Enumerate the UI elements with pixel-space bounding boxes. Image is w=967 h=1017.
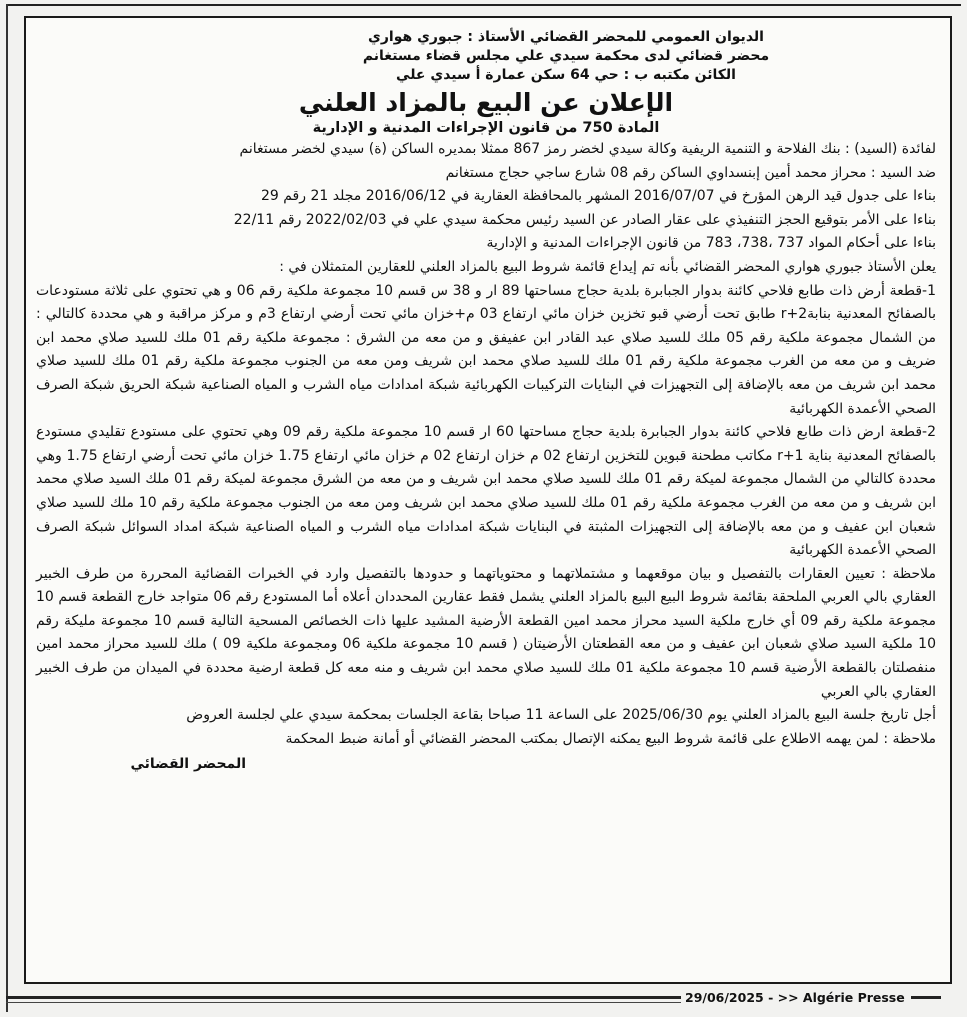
left-border-rule	[6, 4, 8, 1012]
footer-rule	[6, 996, 681, 999]
auction-date-paragraph: أجل تاريخ جلسة البيع بالمزاد العلني يوم 2025/06/30 على الساعة 11 صباحا بقاعة الجلسات بمحكمة سيدي علي لجلسة العروض	[186, 707, 936, 724]
notice-title: الإعلان عن البيع بالمزاد العلني	[298, 88, 674, 117]
notice-body	[36, 138, 936, 751]
bailiff-signature: المحضر القضائي	[130, 756, 246, 773]
property-1-paragraph: 1-قطعة أرض ذات طابع فلاحي كائنة بدوار الجبابرة بلدية حجاج مساحتها 89 ار و 38 س قسم 10 مجموعة ملكية رقم 06 و هي تحتوي على ثلاثة مستودعات بالصفائح المعدنية بنابة2+r طابق تحت أرضي قبو تخزين خزان مائي ارتفاع 03 م+خزان مائي تحت أرضي ارتفاع 3م و مركز مراقبة و هي محددة كالتالي : من الشمال مجموعة ملكية رقم 05 ملك للسيد صلاي عبد القادر ابن عفيفق و من معه من الشرق : مجموعة ملكية رقم 01 ملك للسيد صلاي محمد ابن ضريف و من معه من الغرب مجموعة ملكية رقم 01 ملك للسيد صلاي محمد ابن شريف ومن معه من الجنوب مجموعة ملكية رقم 01 ملك للسيد صلاي محمد ابن شريف من معه بالإضافة إلى التجهيزات في البنايات التركيبات الكهربائية شبكة امدادات مياه الشرب و المياه الصناعية شبكة الحريق شبكة الصرف الصحي الأعمدة الكهربائية	[36, 282, 936, 417]
article-reference: المادة 750 من قانون الإجراءات المدنية و الإدارية	[312, 120, 660, 136]
notice-document	[36, 28, 936, 775]
note-paragraph: ملاحظة : تعيين العقارات بالتفصيل و بيان موقعهما و مشتملاتهما و محتوياتهما و حدودها بالتفصيل وارد في الخبرات القضائية المحررة من طرف الخبير العقاري بالي العربي الملحقة بقائمة شروط البيع البيع بالمزاد العلني يشمل فقط عقارين المحددان أعلاه أما المستودع رقم 06 متواجد خارج القطعة قسم 10 مجموعة ملكية رقم 09 أي خارج ملكية السيد محراز محمد امين القطعة الأرضية المشيد عليها ذات الخصائص المسحية التالية قسم 10 مجموعة مليكة رقم 10 ملكية السيد صلاي شعبان ابن عفيف و من معه القطعتان الأرضيتان ( قسم 10 مجموعة ملكية 06 ومجموعة ملكية 09 ) ملك للسيد محراز محمد امين منفصلتان بالقطعة الأرضية قسم 10 مجموعة ملكية 01 ملك للسيد صلاي محمد ابن شريف و منه معه كل قطعة ارضية محددة في الميدان من طرف الخبير العقاري بالي العربي	[36, 565, 936, 700]
announcement-paragraph: يعلن الأستاذ جبوري هواري المحضر القضائي بأنه تم إيداع قائمة شروط البيع بالمزاد العلني للعقارين المتمثلان في :	[279, 258, 936, 275]
top-border-rule	[6, 4, 961, 6]
defendant-paragraph: ضد السيد : محراز محمد أمين إبنسداوي الساكن رقم 08 شارع ساجي حجاج مستغانم	[445, 164, 936, 181]
mortgage-paragraph: بناءا على جدول قيد الرهن المؤرخ في 2016/07/07 المشهر بالمحافظة العقارية في 2016/06/12 مجلد 21 رقم 29	[260, 188, 936, 205]
header-address-line: الكائن مكتبه ب : حي 64 سكن عمارة أ سيدي علي	[396, 67, 736, 83]
notice-header	[256, 28, 876, 85]
contact-note-paragraph: ملاحظة : لمن يهمه الاطلاع على قائمة شروط البيع يمكنه الإتصال بمكتب المحضر القضائي أو أمانة ضبط المحكمة	[285, 730, 936, 747]
footer-rule-thin	[6, 1002, 681, 1003]
property-2-paragraph: 2-قطعة ارض ذات طابع فلاحي كائنة بدوار الجبابرة بلدية حجاج مساحتها 60 ار قسم 10 مجموعة ملكية رقم 09 وهي تحتوي على مستودع تقليدي مستودع بالصفائح المعدنية بناية 1+r مكاتب مطحنة قبوين للتخزين ارتفاع 02 م خزان ارتفاع 02 م خزان مائي ارتفاع 1.75 خزان مائي تحت أرضي ارتفاع 1.75 وهي محددة كالتالي من الشمال مجموعة لميكة رقم 01 ملك للسيد صلاي محمد ابن شريف و من معه من الشرق مجموعة لميكة رقم 01 ملك السيد صلاي محمد ابن شريف و من معه من الغرب مجموعة ملكية رقم 01 ملك للسيد صلاي محمد ابن شريف ومن معه من الجنوب مجموعة ملكية رقم 10 ملك للسيد صلاي شعبان ابن عفيف و من معه بالإضافة إلى التجهيزات المثبتة في البنايات شبكة امدادات مياه الشرب و المياه الصناعية شبكة امداد السوائل شبكة الصرف الصحي الأعمدة الكهربائية	[36, 424, 937, 559]
publication-date-source: 29/06/2025 - >> Algérie Presse	[685, 989, 905, 1005]
seizure-order-paragraph: بناءا على الأمر بتوقيع الحجز التنفيذي على عقار الصادر عن السيد رئيس محكمة سيدي علي في 2022/02/03 رقم 22/11	[233, 211, 936, 228]
publication-footer	[685, 988, 965, 1006]
footer-end-bar	[911, 996, 941, 999]
beneficiary-paragraph: لفائدة (السيد) : بنك الفلاحة و التنمية الريفية وكالة سيدي لخضر رمز 867 ممثلا بمديره الساكن (ة) سيدي لخضر مستغانم	[239, 141, 936, 157]
header-court-line: محضر قضائي لدى محكمة سيدي علي مجلس قضاء مستغانم	[362, 48, 770, 64]
header-office-line: الديوان العمومي للمحضر القضائي الأستاذ : جبوري هواري	[368, 29, 764, 45]
legal-articles-paragraph: بناءا على أحكام المواد 737 ،738، 783 من قانون الإجراءات المدنية و الإدارية	[486, 235, 936, 252]
